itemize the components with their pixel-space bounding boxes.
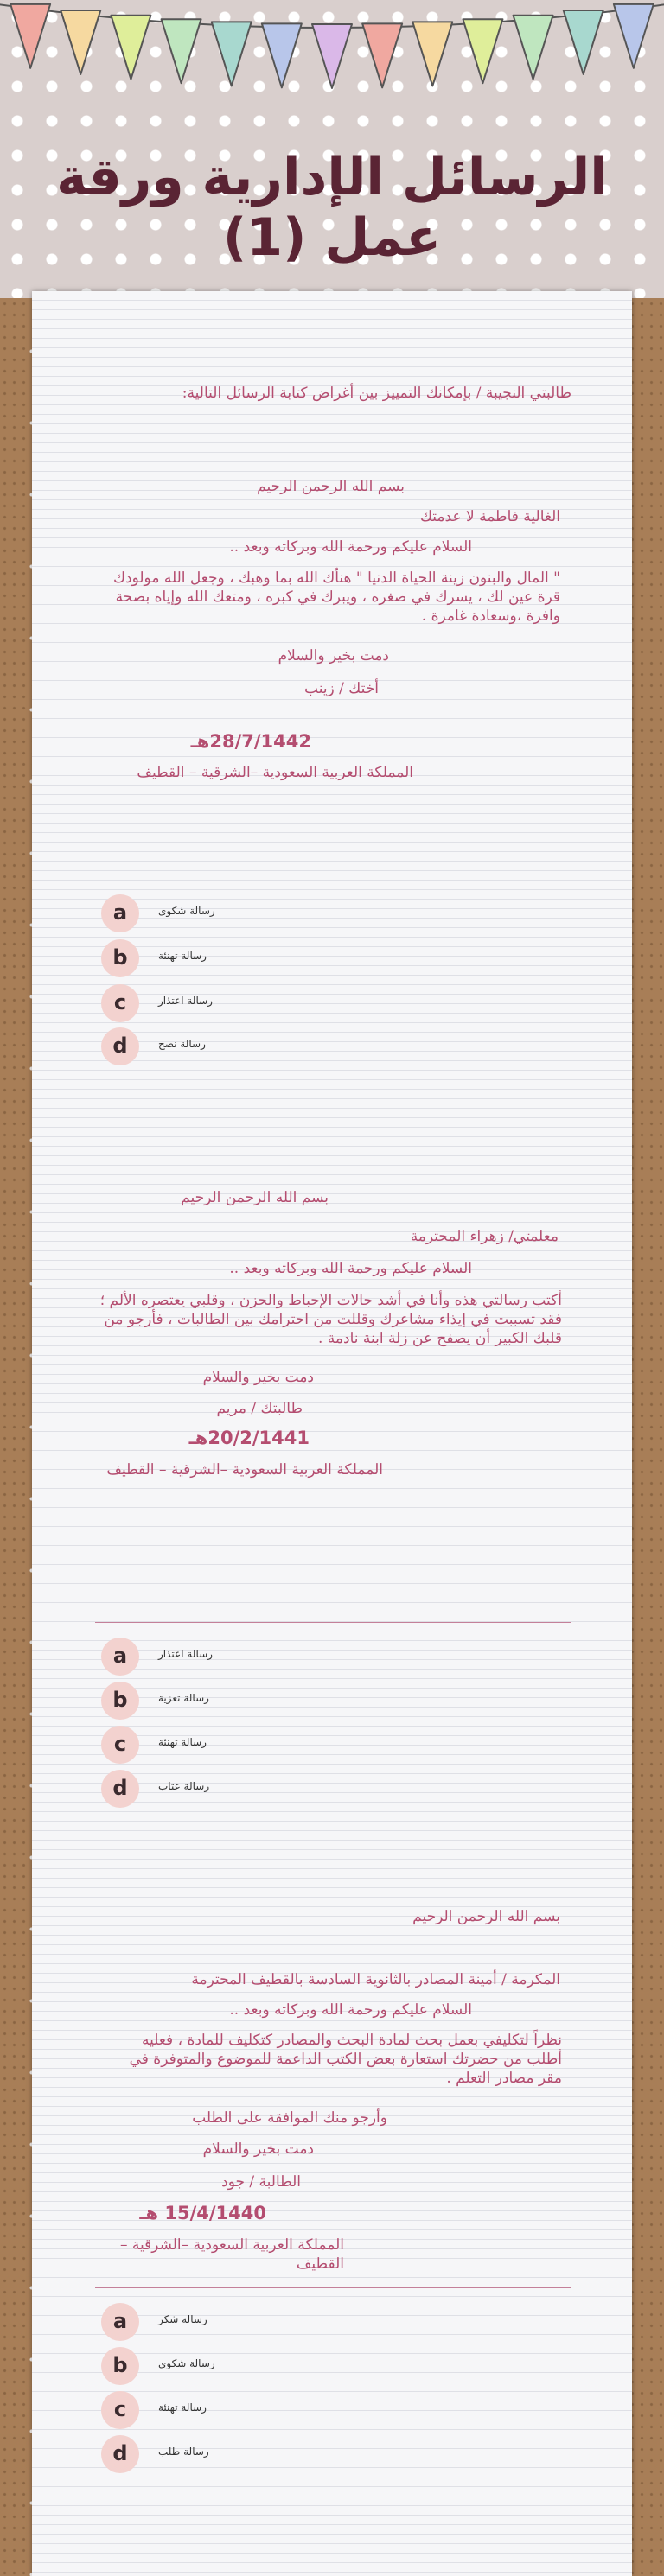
bunting-flag	[564, 10, 603, 74]
divider-line	[95, 1622, 571, 1623]
letter-body: أكتب رسالتي هذه وأنا في أشد حالات الإحباط والحزن ، وقلبي يعتصره الألم ؛ فقد تسببت في إيذاء مشاعرك وقللت من احترامك بين الطالبات ، فأرجو من قلبك الكبير أن يصفح عن زلة ابنة نادمة .	[99, 1292, 562, 1347]
option-letter-badge: d	[101, 1027, 139, 1065]
bunting-flag	[111, 16, 150, 80]
option-letter-badge: d	[101, 2435, 139, 2473]
option-label: رسالة اعتذار	[158, 995, 213, 1007]
letter-greeting: السلام عليكم ورحمة الله وبركاته وبعد ..	[229, 1260, 472, 1277]
letter-recipient: الغالية فاطمة لا عدمتك	[419, 508, 560, 525]
option-letter-badge: b	[101, 939, 139, 977]
option-a[interactable]	[101, 2303, 361, 2341]
option-d[interactable]	[101, 2435, 361, 2473]
option-c[interactable]	[101, 1726, 361, 1764]
option-letter-badge: c	[101, 984, 139, 1022]
option-label: رسالة تهنئة	[158, 2401, 207, 2414]
option-letter-badge: b	[101, 2347, 139, 2385]
option-label: رسالة اعتذار	[158, 1648, 213, 1660]
option-letter-badge: d	[101, 1770, 139, 1808]
option-b[interactable]	[101, 2347, 361, 2385]
page-header-banner	[0, 0, 664, 298]
letter-basmala: بسم الله الرحمن الرحيم	[257, 478, 405, 495]
bunting-flag	[212, 22, 252, 86]
letter-date: 15/4/1440 هـ	[139, 2203, 266, 2223]
letter-greeting: السلام عليكم ورحمة الله وبركاته وبعد ..	[229, 2001, 472, 2019]
option-c[interactable]	[101, 984, 361, 1022]
divider-line	[95, 2287, 571, 2288]
option-c[interactable]	[101, 2391, 361, 2429]
option-a[interactable]	[101, 894, 361, 932]
option-label: رسالة طلب	[158, 2446, 209, 2458]
bunting-flags	[0, 0, 664, 95]
bunting-flag	[362, 23, 402, 87]
letter-closing: دمت بخير والسلام	[202, 2140, 314, 2158]
option-label: رسالة تهنئة	[158, 950, 207, 962]
bunting-flag	[312, 24, 352, 88]
bunting-flag	[10, 4, 50, 68]
letter-greeting: السلام عليكم ورحمة الله وبركاته وبعد ..	[229, 538, 472, 556]
letter-basmala: بسم الله الرحمن الرحيم	[412, 1908, 560, 1925]
intro-text: طالبتي النجيبة / بإمكانك التمييز بين أغراض كتابة الرسائل التالية:	[182, 385, 571, 402]
option-label: رسالة عتاب	[158, 1780, 210, 1792]
option-letter-badge: a	[101, 1638, 139, 1676]
letter-signature: الطالبة / جود	[221, 2173, 301, 2191]
option-letter-badge: c	[101, 2391, 139, 2429]
option-label: رسالة نصح	[158, 1038, 206, 1050]
bunting-flag	[262, 23, 302, 87]
option-letter-badge: c	[101, 1726, 139, 1764]
letter-closing: دمت بخير والسلام	[202, 1369, 314, 1386]
option-letter-badge: a	[101, 2303, 139, 2341]
option-d[interactable]	[101, 1027, 361, 1065]
option-letter-badge: a	[101, 894, 139, 932]
bunting-flag	[614, 4, 654, 68]
letter-closing: دمت بخير والسلام	[278, 647, 389, 665]
letter-signature: طالبتك / مريم	[216, 1400, 303, 1417]
letter-date: 20/2/1441هـ	[188, 1428, 310, 1448]
letter-basmala: بسم الله الرحمن الرحيم	[181, 1189, 329, 1206]
option-label: رسالة شكوى	[158, 905, 215, 917]
letter-date: 28/7/1442هـ	[190, 731, 311, 752]
option-label: رسالة شكر	[158, 2313, 208, 2325]
bunting-flag	[162, 19, 201, 83]
option-b[interactable]	[101, 1682, 361, 1720]
bunting-flag	[412, 22, 452, 86]
letter-body: " المال والبنون زينة الحياة الدنيا " هنأك الله بما وهبك ، وجعل الله مولودك قرة عين لك ، يسرك في صغره ، ويبرك في كبره ، ومتعك الله وإياه بصحة وافرة ،وسعادة غامرة .	[113, 569, 560, 625]
option-label: رسالة تهنئة	[158, 1736, 207, 1748]
option-b[interactable]	[101, 939, 361, 977]
option-d[interactable]	[101, 1770, 361, 1808]
bunting-flag	[514, 16, 553, 80]
option-letter-badge: b	[101, 1682, 139, 1720]
option-a[interactable]	[101, 1638, 361, 1676]
page-title: الرسائل الإدارية ورقة عمل (1)	[56, 147, 608, 268]
letter-place: المملكة العربية السعودية –الشرقية – القطيف	[137, 764, 413, 781]
lined-paper	[32, 291, 632, 2576]
letter-signature: أختك / زينب	[304, 680, 379, 697]
option-label: رسالة شكوى	[158, 2357, 215, 2369]
letter-recipient: المكرمة / أمينة المصادر بالثانوية السادسة بالقطيف المحترمة	[191, 1971, 560, 1988]
letter-request: وأرجو منك الموافقة على الطلب	[192, 2109, 387, 2127]
letter-body: نظراً لتكليفي بعمل بحث لمادة البحث والمصادر كتكليف للمادة ، فعليه أطلب من حضرتك استعارة بعض الكتب الداعمة للموضوع والمتوفرة في مقر مصادر التعلم .	[129, 2032, 562, 2087]
bunting-flag	[61, 10, 100, 74]
letter-place: المملكة العربية السعودية –الشرقية – القطيف	[119, 2236, 344, 2273]
letter-recipient: معلمتي/ زهراء المحترمة	[410, 1228, 559, 1245]
option-label: رسالة تعزية	[158, 1692, 209, 1704]
bunting-flag	[463, 19, 502, 83]
letter-place: المملكة العربية السعودية –الشرقية – القطيف	[106, 1461, 383, 1479]
